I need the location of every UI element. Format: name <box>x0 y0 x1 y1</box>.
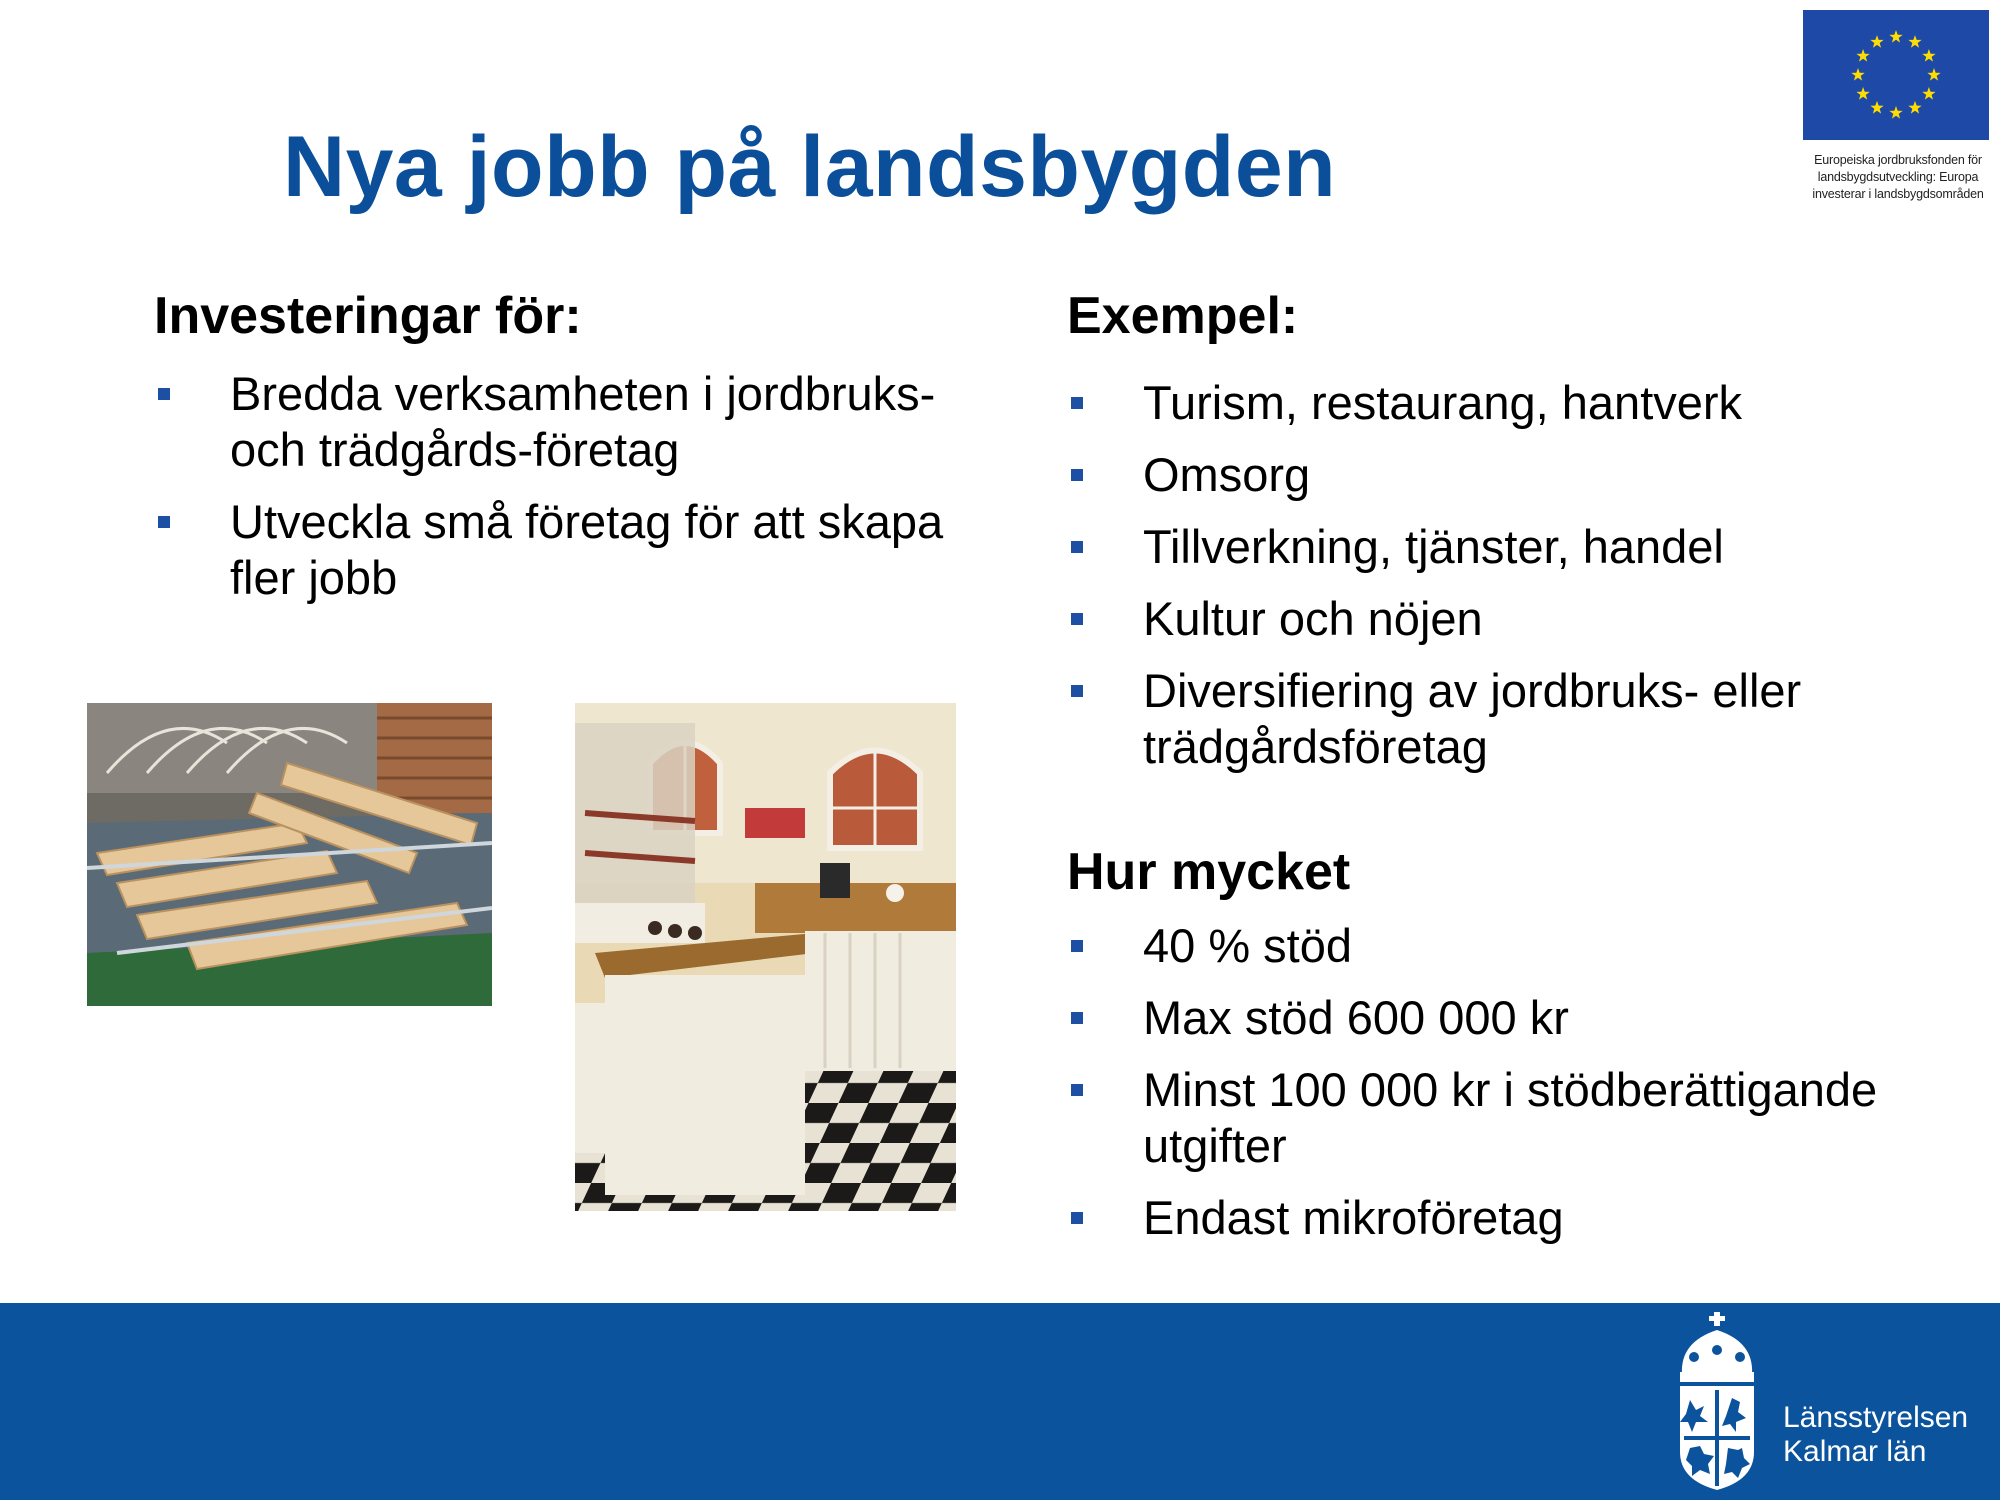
eu-star-icon <box>1870 35 1883 48</box>
bullet-text-line: Endast mikroföretag <box>1143 1191 1564 1244</box>
eu-star-icon <box>1908 35 1921 48</box>
bullet-item <box>1067 591 1967 647</box>
bullet-text-line: Tillverkning, tjänster, handel <box>1143 520 1724 573</box>
organization-name-line1: Länsstyrelsen <box>1783 1401 1969 1434</box>
eu-star-icon <box>1889 30 1902 43</box>
bullet-text-line: Utveckla små företag för att skapa <box>230 495 944 548</box>
examples-list <box>1067 375 1967 791</box>
cafe-photo <box>575 703 956 1211</box>
eu-star-icon <box>1908 101 1921 114</box>
bullet-item <box>154 366 1014 478</box>
bullet-item <box>1067 990 1967 1046</box>
bullet-marker-icon <box>1071 1012 1083 1024</box>
eu-caption-line: Europeiska jordbruksfonden för <box>1814 153 1982 167</box>
bullet-item <box>1067 1190 1967 1246</box>
amount-heading: Hur mycket <box>1067 843 1351 901</box>
bullet-text-line: och trädgårds-företag <box>230 423 680 476</box>
bullet-marker-icon <box>1071 541 1083 553</box>
eu-caption <box>1803 152 1993 203</box>
eu-flag-icon <box>1803 10 1989 140</box>
bullet-item <box>1067 663 1967 775</box>
eu-star-icon <box>1870 101 1883 114</box>
eu-star-icon <box>1922 49 1935 62</box>
coat-of-arms-icon <box>1672 1312 1762 1497</box>
eu-star-icon <box>1851 68 1864 81</box>
bullet-marker-icon <box>1071 397 1083 409</box>
bullet-marker-icon <box>158 388 170 400</box>
bullet-text-line: 40 % stöd <box>1143 919 1353 972</box>
bullet-item <box>1067 375 1967 431</box>
bullet-text-line: Omsorg <box>1143 448 1311 501</box>
eu-star-icon <box>1927 68 1940 81</box>
eu-caption-line: investerar i landsbygdsområden <box>1812 187 1984 201</box>
bullet-marker-icon <box>1071 469 1083 481</box>
eu-star-icon <box>1889 106 1902 119</box>
bullet-item <box>1067 918 1967 974</box>
bullet-marker-icon <box>1071 685 1083 697</box>
sawmill-photo <box>87 703 492 1006</box>
bullet-text-line: Max stöd 600 000 kr <box>1143 991 1569 1044</box>
bullet-text-line: trädgårdsföretag <box>1143 720 1488 773</box>
bullet-text-line: Diversifiering av jordbruks- eller <box>1143 664 1802 717</box>
organization-name <box>1783 1401 1968 1469</box>
bullet-item <box>154 494 1014 606</box>
bullet-text-line: fler jobb <box>230 551 398 604</box>
eu-star-icon <box>1856 49 1869 62</box>
organization-name-line2: Kalmar län <box>1783 1435 1927 1468</box>
bullet-text-line: Minst 100 000 kr i stödberättigande <box>1143 1063 1878 1116</box>
bullet-text-line: Turism, restaurang, hantverk <box>1143 376 1743 429</box>
eu-star-icon <box>1922 87 1935 100</box>
bullet-item <box>1067 1062 1967 1174</box>
bullet-marker-icon <box>1071 613 1083 625</box>
bullet-marker-icon <box>1071 940 1083 952</box>
examples-heading: Exempel: <box>1067 287 1299 345</box>
slide-title: Nya jobb på landsbygden <box>283 119 1337 215</box>
bullet-text-line: Bredda verksamheten i jordbruks- <box>230 367 936 420</box>
bullet-marker-icon <box>158 516 170 528</box>
investments-heading: Investeringar för: <box>154 287 582 345</box>
bullet-marker-icon <box>1071 1084 1083 1096</box>
bullet-text-line: Kultur och nöjen <box>1143 592 1483 645</box>
eu-caption-line: landsbygdsutveckling: Europa <box>1817 170 1979 184</box>
eu-star-icon <box>1856 87 1869 100</box>
bullet-text-line: utgifter <box>1143 1119 1287 1172</box>
eu-logo <box>1803 10 1993 203</box>
bullet-item <box>1067 447 1967 503</box>
investments-list <box>154 366 1014 622</box>
bullet-item <box>1067 519 1967 575</box>
amount-list <box>1067 918 1967 1262</box>
bullet-marker-icon <box>1071 1212 1083 1224</box>
